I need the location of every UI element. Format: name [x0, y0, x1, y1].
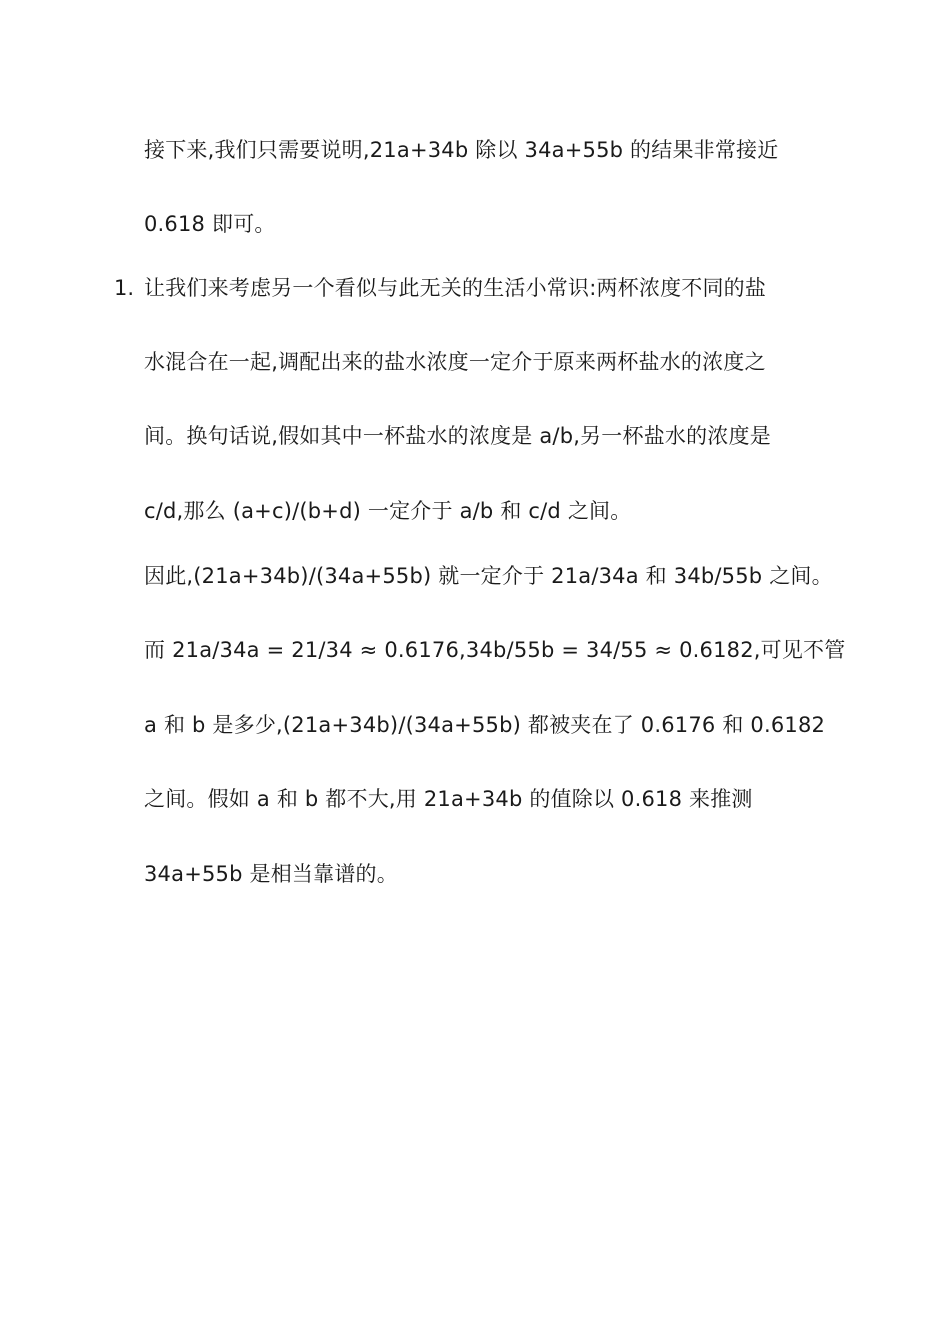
conclusion-line-5: 34a+55b 是相当靠谱的。 [144, 862, 398, 886]
list-item-line-2: 水混合在一起,调配出来的盐水浓度一定介于原来两杯盐水的浓度之 [144, 350, 766, 374]
conclusion-line-2: 而 21a/34a = 21/34 ≈ 0.6176,34b/55b = 34/55 ≈ 0.6182,可见不管 [144, 638, 846, 662]
conclusion-line-4: 之间。假如 a 和 b 都不大,用 21a+34b 的值除以 0.618 来推测 [144, 787, 753, 811]
conclusion-line-1: 因此,(21a+34b)/(34a+55b) 就一定介于 21a/34a 和 34b/55b 之间。 [144, 564, 833, 588]
list-marker: 1. [114, 276, 135, 300]
intro-line-2: 0.618 即可。 [144, 212, 276, 236]
intro-line-1: 接下来,我们只需要说明,21a+34b 除以 34a+55b 的结果非常接近 [144, 138, 779, 162]
conclusion-line-3: a 和 b 是多少,(21a+34b)/(34a+55b) 都被夹在了 0.6176 和 0.6182 [144, 713, 826, 737]
list-item-line-4: c/d,那么 (a+c)/(b+d) 一定介于 a/b 和 c/d 之间。 [144, 499, 632, 523]
list-item-line-3: 间。换句话说,假如其中一杯盐水的浓度是 a/b,另一杯盐水的浓度是 [144, 424, 771, 448]
list-item-line-1: 让我们来考虑另一个看似与此无关的生活小常识:两杯浓度不同的盐 [144, 276, 767, 300]
